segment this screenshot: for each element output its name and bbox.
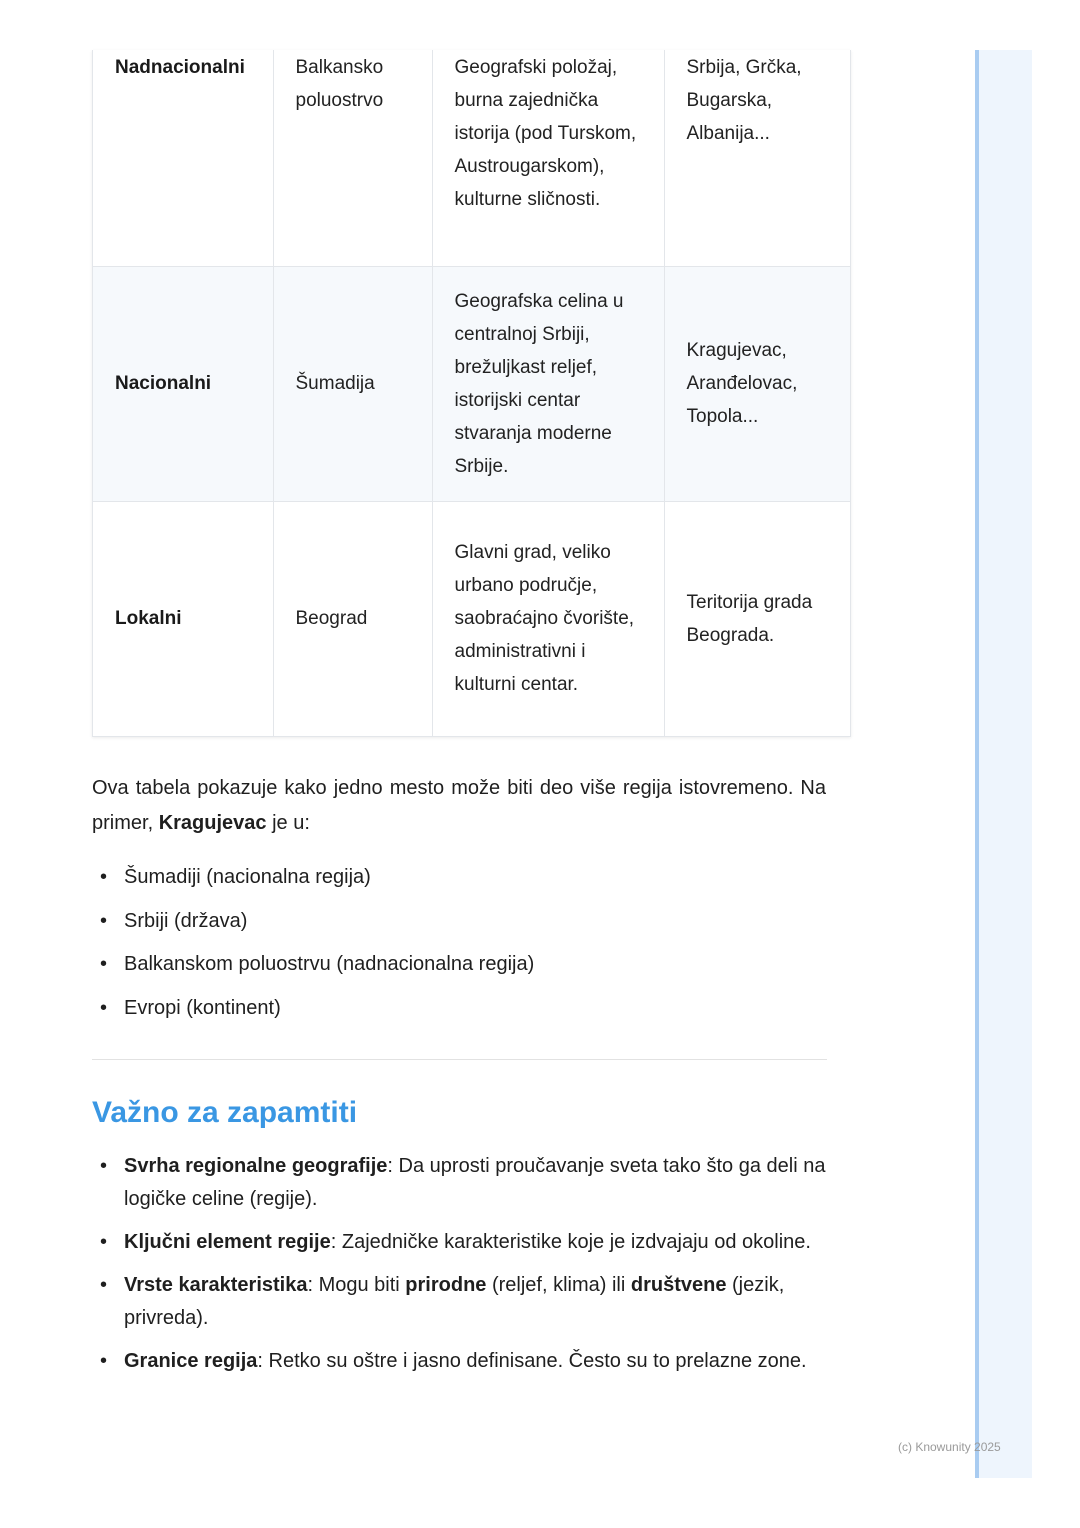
examples-cell: Srbija, Grčka, Bugarska, Albanija... <box>664 50 850 266</box>
list-item-text: Balkanskom poluostrvu (nadnacionalna regija) <box>124 953 535 975</box>
point-emphasis: društvene <box>630 1274 727 1296</box>
point-title: Svrha regionalne geografije <box>124 1155 388 1177</box>
section-heading: Važno za zapamtiti <box>92 1096 358 1129</box>
list-item <box>100 1345 830 1378</box>
bullet: • <box>100 866 108 888</box>
list-item <box>100 1226 830 1259</box>
table-explanation <box>92 771 826 841</box>
examples-cell: Kragujevac, Aranđelovac, Topola... <box>664 266 850 501</box>
list-item <box>100 992 830 1025</box>
side-panel <box>975 50 1032 1478</box>
bullet: • <box>100 1274 108 1296</box>
bullet: • <box>100 1350 108 1372</box>
level-cell: Lokalni <box>93 501 273 736</box>
point-title: Vrste karakteristika <box>124 1274 308 1296</box>
point-title: Granice regija <box>124 1350 258 1372</box>
list-item-text: Srbiji (država) <box>124 909 248 932</box>
region-cell: Šumadija <box>273 266 432 501</box>
bullet: • <box>100 953 108 975</box>
point-text: (jezik, privreda). <box>124 1274 785 1329</box>
point-text: : Zajedničke karakteristike koje je izdvajaju od okoline. <box>330 1231 811 1253</box>
para-text: Ova tabela pokazuje kako jedno mesto može biti deo više regija istovremeno. Na primer, <box>92 777 826 834</box>
bullet: • <box>100 1231 108 1253</box>
bullet: • <box>100 909 108 932</box>
divider <box>92 1059 827 1060</box>
list-item <box>100 948 830 981</box>
regions-table <box>92 50 851 737</box>
copyright-footer: (c) Knowunity 2025 <box>898 1440 1001 1454</box>
table-row <box>93 501 850 736</box>
list-item <box>100 1269 830 1335</box>
point-text: (reljef, klima) ili <box>486 1274 631 1296</box>
level-cell: Nadnacionalni <box>93 50 273 266</box>
table-row <box>93 266 850 501</box>
list-item <box>100 905 830 938</box>
features-cell: Geografska celina u centralnoj Srbiji, brežuljkast reljef, istorijski centar stvaranja moderne Srbije. <box>432 266 664 501</box>
point-text: : Mogu biti <box>307 1274 406 1296</box>
para-bold: Kragujevac <box>158 812 267 834</box>
region-cell: Balkansko poluostrvo <box>273 50 432 266</box>
examples-cell: Teritorija grada Beograda. <box>686 591 813 646</box>
list-item <box>100 1150 830 1216</box>
point-title: Ključni element regije <box>124 1231 331 1253</box>
list-item-text: Evropi (kontinent) <box>124 996 281 1019</box>
bullet: • <box>100 996 108 1019</box>
level-cell: Nacionalni <box>93 266 273 501</box>
region-list <box>100 861 830 1035</box>
point-emphasis: prirodne <box>405 1274 487 1296</box>
table-row <box>93 50 850 266</box>
point-text: : Retko su oštre i jasno definisane. Često su to prelazne zone. <box>257 1350 807 1372</box>
point-text: : Da uprosti proučavanje sveta tako što ga deli na logičke celine (regije). <box>124 1155 826 1210</box>
para-text-end: je u: <box>266 812 310 834</box>
key-points-list <box>100 1150 830 1388</box>
features-cell: Geografski položaj, burna zajednička istorija (pod Turskom, Austrougarskom), kulturne sličnosti. <box>432 50 664 266</box>
list-item-text: Šumadiji (nacionalna regija) <box>124 866 371 888</box>
bullet: • <box>100 1155 108 1177</box>
list-item <box>100 861 830 894</box>
features-cell: Glavni grad, veliko urbano područje, saobraćajno čvorište, administrativni i kulturni centar. <box>432 501 664 736</box>
region-cell: Beograd <box>273 501 432 736</box>
